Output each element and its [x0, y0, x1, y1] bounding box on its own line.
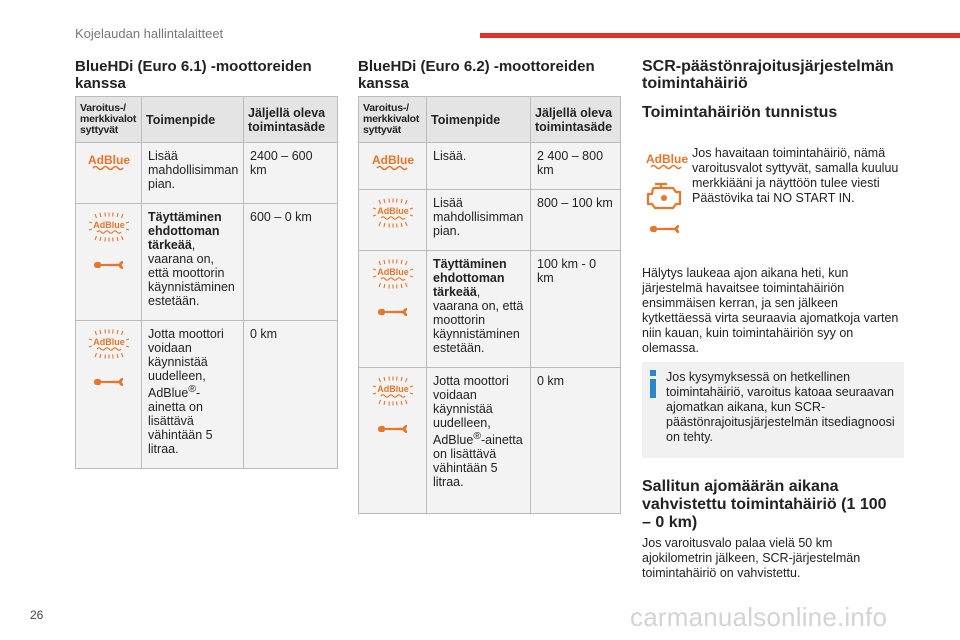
svg-text:AdBlue: AdBlue — [646, 152, 688, 166]
info-icon — [650, 370, 656, 398]
adblue-flashing-icon — [87, 329, 131, 359]
table-header-row — [359, 97, 621, 143]
running-head: Kojelaudan hallintalaitteet — [75, 26, 224, 41]
action-text: Jotta moottori voidaan käynnistää uudelleen, AdBlue®-ainetta on lisättävä vähintään 5 litraa. — [142, 321, 244, 469]
euro62-table — [358, 96, 621, 514]
icon-cell — [76, 321, 142, 469]
icon-cell — [76, 143, 142, 204]
action-text: Lisää mahdollisimman pian. — [142, 143, 244, 204]
svg-text:AdBlue: AdBlue — [376, 206, 409, 216]
scr-title: SCR-päästönrajoitusjärjestelmän toimintahäiriö — [642, 58, 894, 92]
table-row — [76, 321, 338, 469]
table-row — [359, 143, 621, 190]
adblue-icon — [371, 151, 415, 173]
info-text: Jos kysymyksessä on hetkellinen toimintahäiriö, varoitus katoaa seuraavan ajomatkan aikana, kun SCR-päästönrajoitusjärjestelmän itsediagnoosi on tehty. — [666, 370, 895, 444]
svg-text:AdBlue: AdBlue — [376, 384, 409, 394]
header-accent-bar — [480, 33, 960, 38]
table-row — [76, 143, 338, 204]
adblue-flashing-icon — [371, 376, 415, 406]
svg-text:AdBlue: AdBlue — [87, 153, 130, 167]
euro62-title: BlueHDi (Euro 6.2) -moottoreiden kanssa — [358, 58, 595, 92]
header-action: Toimenpide — [142, 97, 244, 143]
header-action: Toimenpide — [427, 97, 531, 143]
confirmed-text: Jos varoitusvalo palaa vielä 50 km ajokilometrin jälkeen, SCR-järjestelmän toimintahäiriö on vahvistettu. — [642, 536, 861, 580]
icon-cell — [359, 190, 427, 251]
icon-cell — [359, 368, 427, 514]
header-warning-lights: Varoitus-/ merkkivalot syttyvät — [76, 97, 142, 143]
range-text: 600 – 0 km — [244, 204, 338, 321]
svg-text:AdBlue: AdBlue — [371, 153, 414, 167]
euro61-table — [75, 96, 338, 469]
engine-warning-icon — [645, 180, 685, 212]
icon-cell — [359, 143, 427, 190]
table-row — [359, 368, 621, 514]
table-row — [359, 190, 621, 251]
header-warning-lights: Varoitus-/ merkkivalot syttyvät — [359, 97, 427, 143]
icon-cell — [76, 204, 142, 321]
icon-cell — [359, 251, 427, 368]
detect-text: Jos havaitaan toimintahäiriö, nämä varoitusvalot syttyvät, samalla kuuluu merkkiääni ja näyttöön tulee viesti Päästövika tai NO START IN. — [692, 146, 899, 205]
page-number: 26 — [30, 608, 44, 622]
fault-icons — [645, 150, 689, 236]
range-text: 100 km - 0 km — [531, 251, 621, 368]
action-text: Lisää mahdollisimman pian. — [427, 190, 531, 251]
watermark: carmanualsonline.info — [630, 602, 888, 632]
header-remaining-range: Jäljellä oleva toimintasäde — [244, 97, 338, 143]
table-row — [76, 204, 338, 321]
range-text: 0 km — [244, 321, 338, 469]
svg-text:AdBlue: AdBlue — [92, 220, 125, 230]
action-text: Täyttäminen ehdottoman tärkeää, vaarana on, että moottorin käynnistäminen estetään. — [142, 204, 244, 321]
wrench-icon — [377, 422, 409, 436]
range-text: 2400 – 600 km — [244, 143, 338, 204]
svg-text:AdBlue: AdBlue — [376, 267, 409, 277]
range-text: 2 400 – 800 km — [531, 143, 621, 190]
svg-text:AdBlue: AdBlue — [92, 337, 125, 347]
action-text: Jotta moottori voidaan käynnistää uudelleen, AdBlue®-ainetta on lisättävä vähintään 5 litraa. — [427, 368, 531, 514]
confirmed-title: Sallitun ajomäärän aikana vahvistettu toimintahäiriö (1 100 – 0 km) — [642, 478, 887, 531]
adblue-flashing-icon — [87, 212, 131, 242]
info-box — [642, 362, 904, 458]
wrench-icon — [649, 222, 681, 236]
range-text: 0 km — [531, 368, 621, 514]
wrench-icon — [93, 258, 125, 272]
table-row — [359, 251, 621, 368]
adblue-icon — [87, 151, 131, 173]
header-remaining-range: Jäljellä oleva toimintasäde — [531, 97, 621, 143]
range-text: 800 – 100 km — [531, 190, 621, 251]
action-text: Täyttäminen ehdottoman tärkeää, vaarana on, että moottorin käynnistäminen estetään. — [427, 251, 531, 368]
detect-title: Toimintahäiriön tunnistus — [642, 104, 838, 121]
action-text: Lisää. — [427, 143, 531, 190]
alarm-text: Hälytys laukeaa ajon aikana heti, kun järjestelmä havaitsee toimintahäiriön ensimmäisen kerran, ja sen jälkeen kytkettäessä virta seuraavia ajomatkoja varten niin kauan, kuin toimintahäiriön syy on olemassa. — [642, 266, 899, 355]
euro61-title: BlueHDi (Euro 6.1) -moottoreiden kanssa — [75, 58, 312, 92]
wrench-icon — [93, 375, 125, 389]
adblue-flashing-icon — [371, 259, 415, 289]
adblue-icon — [645, 150, 689, 172]
adblue-flashing-icon — [371, 198, 415, 228]
wrench-icon — [377, 305, 409, 319]
table-header-row — [76, 97, 338, 143]
